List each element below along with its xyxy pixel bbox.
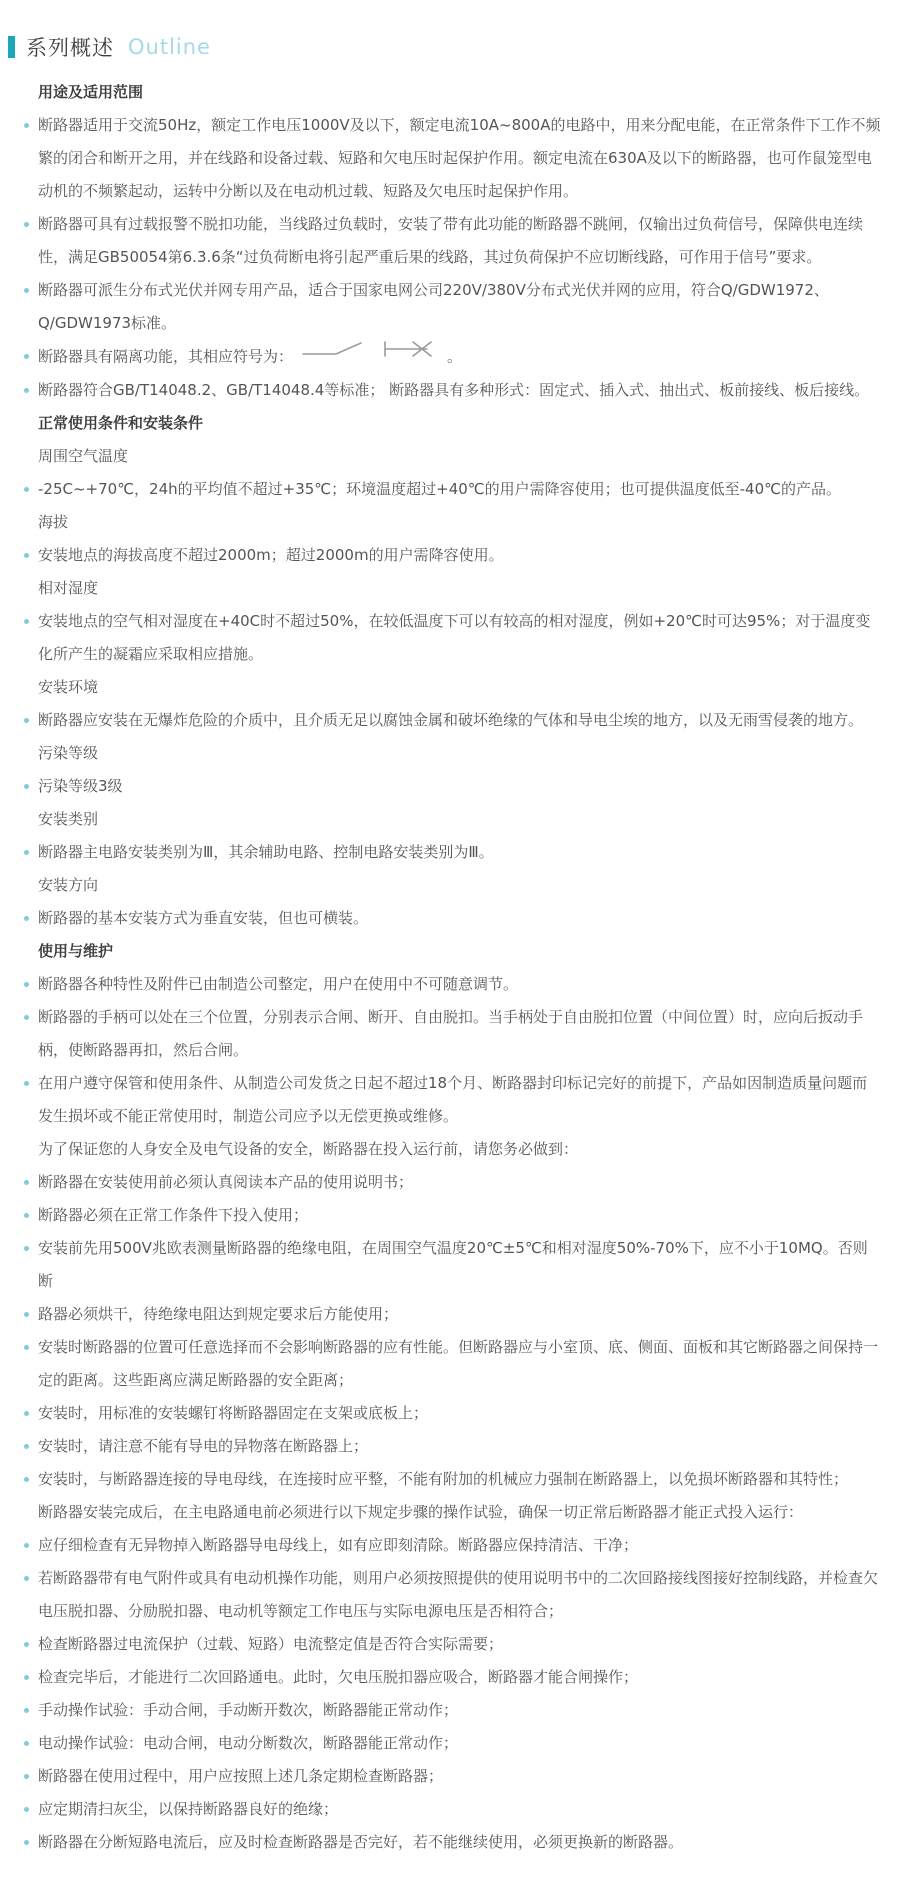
- bullet-dot-icon: [24, 1840, 29, 1845]
- title-accent-bar: [8, 36, 15, 58]
- item-text: 若断路器带有电气附件或具有电动机操作功能，则用户必须按照提供的使用说明书中的二次回路接线图接好控制线路，并检查欠电压脱扣器、分励脱扣器、电动机等额定工作电压与实际电源电压是否相符合；: [38, 1569, 879, 1620]
- bullet-dot-icon: [24, 1807, 29, 1812]
- list-item: [38, 374, 882, 407]
- isolation-breaker-symbol: [381, 338, 439, 372]
- list-item: [38, 1199, 882, 1232]
- item-text: 断路器可派生分布式光伏并网专用产品，适合于国家电网公司220V/380V分布式光伏并网的应用，符合Q/GDW1972、Q/GDW1973标准。: [38, 281, 829, 332]
- page-title-en: Outline: [128, 35, 211, 59]
- list-item: [38, 340, 882, 374]
- list-item: [38, 605, 882, 671]
- bullet-dot-icon: [24, 222, 29, 227]
- item-text: 检查完毕后，才能进行二次回路通电。此时，欠电压脱扣器应吸合，断路器才能合闸操作；: [38, 1668, 639, 1686]
- bullet-dot-icon: [24, 1543, 29, 1548]
- subheading: 安装类别: [38, 810, 99, 828]
- list-item: [38, 274, 882, 340]
- item-text: 路器必须烘干，待绝缘电阻达到规定要求后方能使用；: [38, 1305, 399, 1323]
- item-text: 检查断路器过电流保护（过载、短路）电流整定值是否符合实际需要；: [38, 1635, 504, 1653]
- list-item: [38, 902, 882, 935]
- bullet-dot-icon: [24, 1213, 29, 1218]
- list-item: [38, 1562, 882, 1628]
- bullet-dot-icon: [24, 916, 29, 921]
- item-text: 断路器可具有过载报警不脱扣功能，当线路过负载时，安装了带有此功能的断路器不跳闸，仅输出过负荷信号，保障供电连续性，满足GB50054第6.3.6条“过负荷断电将引起严重后果的线路，其过负荷保护不应切断线路，可作用于信号”要求。: [38, 215, 864, 266]
- subheading: 安装方向: [38, 876, 99, 894]
- section-heading: 用途及适用范围: [38, 83, 144, 101]
- list-item: [38, 1727, 882, 1760]
- subheading: 相对湿度: [38, 579, 99, 597]
- section-heading: 使用与维护: [38, 942, 114, 960]
- list-item: [38, 1826, 882, 1859]
- list-item: [38, 704, 882, 737]
- item-text: 在用户遵守保管和使用条件、从制造公司发货之日起不超过18个月、断路器封印标记完好的前提下，产品如因制造质量问题而发生损坏或不能正常使用时，制造公司应予以无偿更换或维修。: [38, 1074, 868, 1125]
- item-text: 断路器符合GB/T14048.2、GB/T14048.4等标准； 断路器具有多种形式：固定式、插入式、抽出式、板前接线、板后接线。: [38, 381, 870, 399]
- page-title: [8, 34, 900, 60]
- bullet-dot-icon: [24, 487, 29, 492]
- bullet-dot-icon: [24, 388, 29, 393]
- list-item: [38, 1001, 882, 1067]
- list-item: [38, 1232, 882, 1298]
- bullet-dot-icon: [24, 619, 29, 624]
- subheading: 海拔: [38, 513, 69, 531]
- bullet-dot-icon: [24, 850, 29, 855]
- item-text: 断路器主电路安装类别为Ⅲ，其余辅助电路、控制电路安装类别为Ⅲ。: [38, 843, 494, 861]
- paragraph: 断路器安装完成后，在主电路通电前必须进行以下规定步骤的操作试验，确保一切正常后断路器才能正式投入运行：: [38, 1503, 804, 1521]
- item-text: 断路器的基本安装方式为垂直安装，但也可横装。: [38, 909, 369, 927]
- section: [38, 76, 882, 407]
- list-item: [38, 1760, 882, 1793]
- item-text: 手动操作试验：手动合闸，手动断开数次，断路器能正常动作；: [38, 1701, 459, 1719]
- bullet-dot-icon: [24, 1741, 29, 1746]
- item-text: 安装时，与断路器连接的导电母线，在连接时应平整，不能有附加的机械应力强制在断路器上，以免损坏断路器和其特性；: [38, 1470, 849, 1488]
- bullet-dot-icon: [24, 1345, 29, 1350]
- bullet-dot-icon: [24, 1246, 29, 1251]
- bullet-dot-icon: [24, 1081, 29, 1086]
- item-text: 断路器应安装在无爆炸危险的介质中，且介质无足以腐蚀金属和破坏绝缘的气体和导电尘埃的地方，以及无雨雪侵袭的地方。: [38, 711, 864, 729]
- item-text: 安装时，请注意不能有导电的异物落在断路器上；: [38, 1437, 369, 1455]
- page-title-zh: 系列概述: [26, 36, 114, 60]
- bullet-dot-icon: [24, 1015, 29, 1020]
- subheading: 安装环境: [38, 678, 99, 696]
- bullet-dot-icon: [24, 1576, 29, 1581]
- list-item: [38, 208, 882, 274]
- list-item: [38, 1397, 882, 1430]
- list-item: [38, 109, 882, 208]
- bullet-dot-icon: [24, 784, 29, 789]
- bullet-dot-icon: [24, 718, 29, 723]
- item-text: 安装地点的海拔高度不超过2000m；超过2000m的用户需降容使用。: [38, 546, 504, 564]
- list-item: [38, 1166, 882, 1199]
- list-item: [38, 1628, 882, 1661]
- item-text: 断路器必须在正常工作条件下投入使用；: [38, 1206, 309, 1224]
- list-item: [38, 968, 882, 1001]
- bullet-dot-icon: [24, 1774, 29, 1779]
- item-text: 。: [447, 347, 463, 366]
- list-item: [38, 1067, 882, 1133]
- list-item: [38, 473, 882, 506]
- list-item: [38, 1529, 882, 1562]
- bullet-dot-icon: [24, 1708, 29, 1713]
- bullet-dot-icon: [24, 1411, 29, 1416]
- list-item: [38, 1661, 882, 1694]
- list-item: [38, 1694, 882, 1727]
- bullet-dot-icon: [24, 288, 29, 293]
- list-item: [38, 770, 882, 803]
- list-item: [38, 539, 882, 572]
- item-text: -25C~+70℃，24h的平均值不超过+35℃；环境温度超过+40℃的用户需降容使用；也可提供温度低至-40℃的产品。: [38, 480, 841, 498]
- bullet-dot-icon: [24, 354, 29, 359]
- disconnect-switch-symbol: [301, 338, 365, 372]
- item-text: 断路器适用于交流50Hz，额定工作电压1000V及以下，额定电流10A~800A的电路中，用来分配电能，在正常条件下工作不频繁的闭合和断开之用，并在线路和设备过载、短路和欠电压时起保护作用。额定电流在630A及以下的断路器，也可作鼠笼型电动机的不频繁起动，运转中分断以及在电动机过载、短路及欠电压时起保护作用。: [38, 116, 881, 200]
- bullet-dot-icon: [24, 1312, 29, 1317]
- content: [0, 76, 900, 1859]
- bullet-dot-icon: [24, 1675, 29, 1680]
- item-text: 断路器的手柄可以处在三个位置，分别表示合闸、断开、自由脱扣。当手柄处于自由脱扣位置（中间位置）时，应向后扳动手柄，使断路器再扣，然后合闸。: [38, 1008, 864, 1059]
- item-text: 安装地点的空气相对湿度在+40C时不超过50%，在较低温度下可以有较高的相对湿度，例如+20℃时可达95%；对于温度变化所产生的凝霜应采取相应措施。: [38, 612, 871, 663]
- bullet-dot-icon: [24, 982, 29, 987]
- item-text: 断路器具有隔离功能，其相应符号为：: [38, 347, 294, 366]
- bullet-dot-icon: [24, 123, 29, 128]
- item-text: 断路器各种特性及附件已由制造公司整定，用户在使用中不可随意调节。: [38, 975, 519, 993]
- list-item: [38, 1793, 882, 1826]
- item-text: 安装时，用标准的安装螺钉将断路器固定在支架或底板上；: [38, 1404, 429, 1422]
- item-text: 污染等级3级: [38, 777, 123, 795]
- list-item: [38, 1298, 882, 1331]
- bullet-dot-icon: [24, 1642, 29, 1647]
- list-item: [38, 1331, 882, 1397]
- item-text: 电动操作试验：电动合闸，电动分断数次，断路器能正常动作；: [38, 1734, 459, 1752]
- item-text: 安装时断路器的位置可任意选择而不会影响断路器的应有性能。但断路器应与小室顶、底、侧面、面板和其它断路器之间保持一定的距离。这些距离应满足断路器的安全距离；: [38, 1338, 879, 1389]
- bullet-dot-icon: [24, 553, 29, 558]
- item-text: 断路器在使用过程中，用户应按照上述几条定期检查断路器；: [38, 1767, 444, 1785]
- list-item: [38, 1430, 882, 1463]
- list-item: [38, 836, 882, 869]
- item-text: 安装前先用500V兆欧表测量断路器的绝缘电阻，在周围空气温度20℃±5℃和相对湿度50%-70%下，应不小于10MQ。否则断: [38, 1239, 868, 1290]
- item-text: 断路器在分断短路电流后，应及时检查断路器是否完好，若不能继续使用，必须更换新的断路器。: [38, 1833, 684, 1851]
- bullet-dot-icon: [24, 1444, 29, 1449]
- bullet-dot-icon: [24, 1477, 29, 1482]
- section: [38, 935, 882, 1859]
- item-text: 断路器在安装使用前必须认真阅读本产品的使用说明书；: [38, 1173, 414, 1191]
- item-text: 应仔细检查有无异物掉入断路器导电母线上，如有应即刻清除。断路器应保持清洁、干净；: [38, 1536, 639, 1554]
- section: [38, 407, 882, 935]
- list-item: [38, 1463, 882, 1496]
- subheading: 污染等级: [38, 744, 99, 762]
- bullet-dot-icon: [24, 1180, 29, 1185]
- section-heading: 正常使用条件和安装条件: [38, 414, 204, 432]
- item-text: 应定期清扫灰尘，以保持断路器良好的绝缘；: [38, 1800, 339, 1818]
- subheading: 周围空气温度: [38, 447, 129, 465]
- paragraph: 为了保证您的人身安全及电气设备的安全，断路器在投入运行前，请您务必做到：: [38, 1140, 579, 1158]
